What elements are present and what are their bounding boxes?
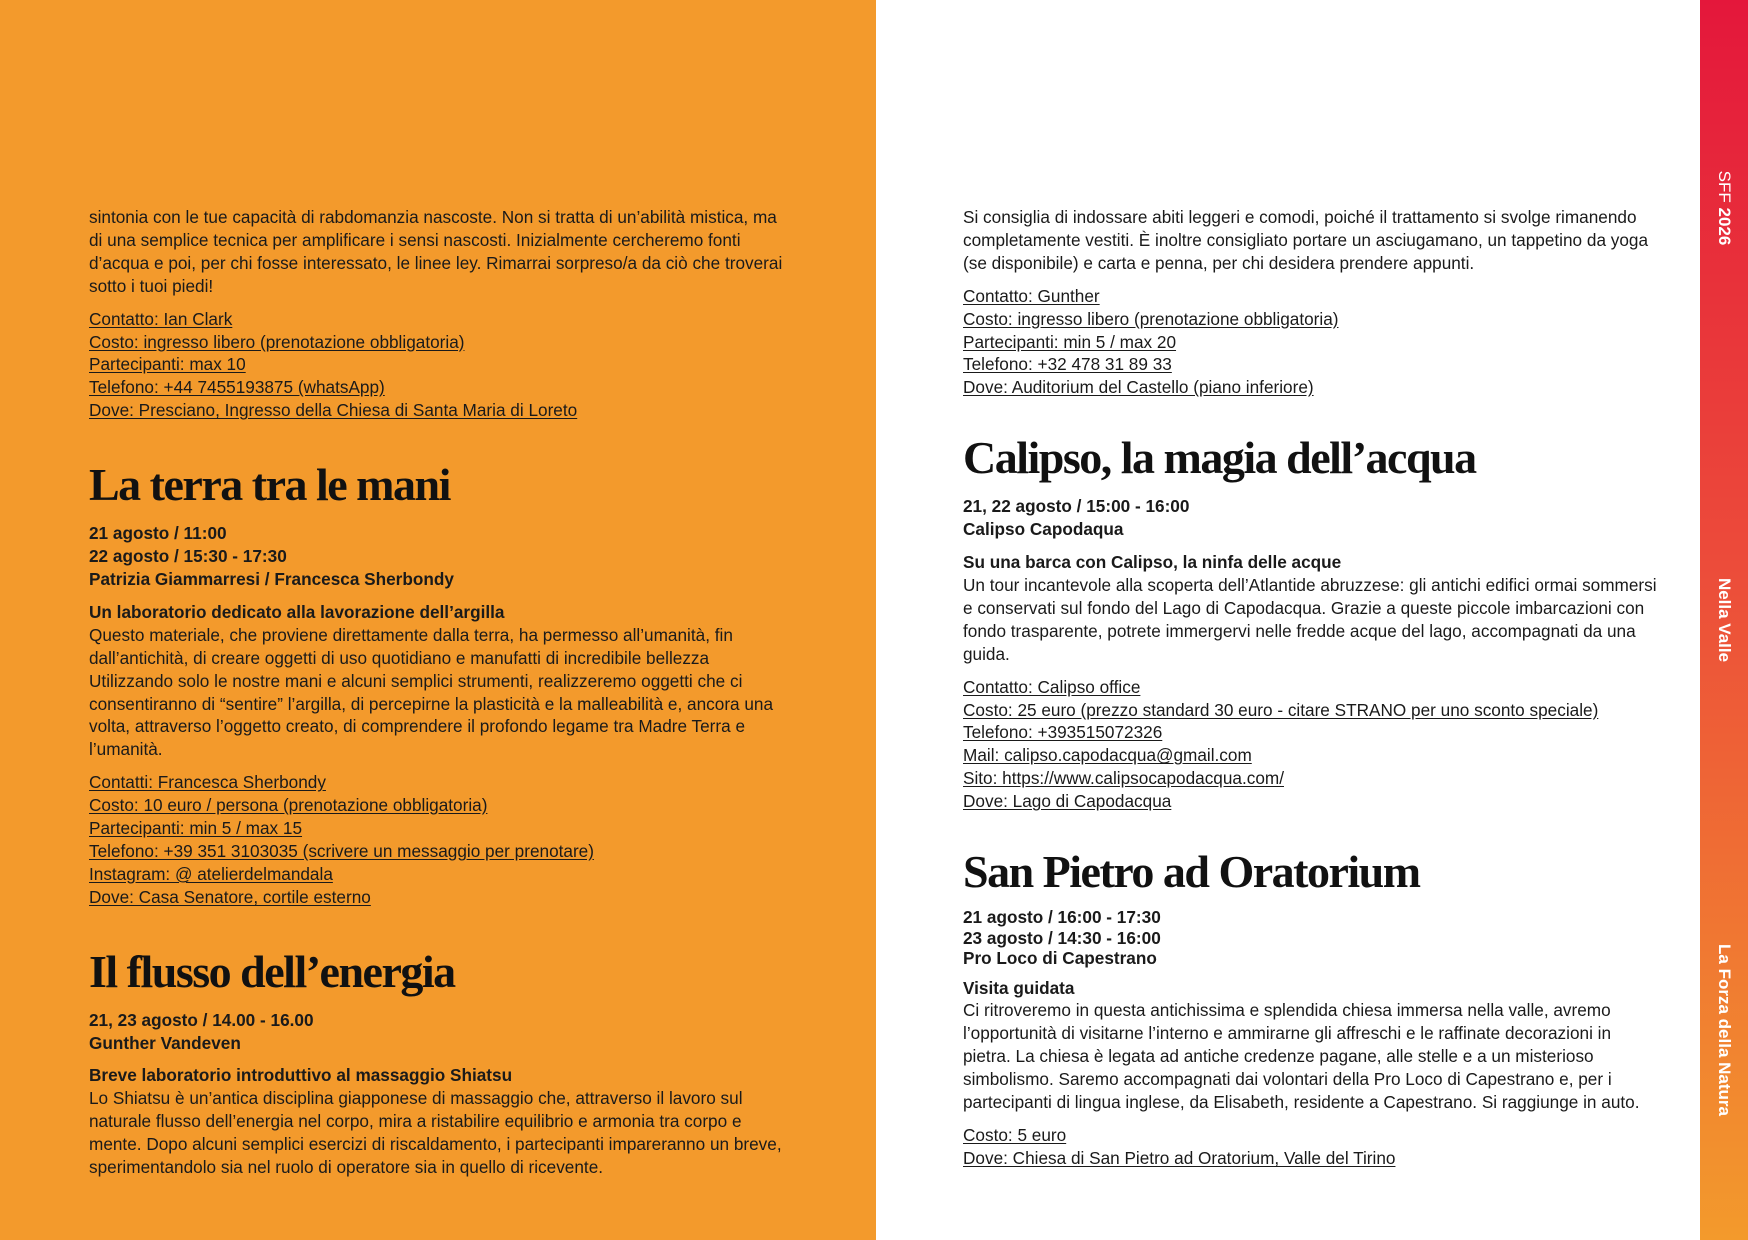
side-label-forza (1714, 944, 1734, 1116)
section-subtitle-terra: Un laboratorio dedicato alla lavorazione dell’argilla (89, 601, 505, 622)
side-label-sff-text: SFF (1715, 170, 1734, 203)
link-contatto[interactable]: Contatto: Calipso office (963, 676, 1141, 697)
meta-host: Pro Loco di Capestrano (963, 948, 1157, 969)
left-column (89, 206, 789, 1179)
link-dove[interactable]: Dove: Auditorium del Castello (piano inferiore) (963, 377, 1314, 398)
link-costo[interactable]: Costo: ingresso libero (prenotazione obbligatoria) (89, 331, 465, 352)
link-mail[interactable]: Mail: calipso.capodacqua@gmail.com (963, 745, 1252, 766)
meta-date-1: 21 agosto / 11:00 (89, 523, 227, 544)
link-telefono[interactable]: Telefono: +393515072326 (963, 722, 1163, 743)
meta-date-2: 22 agosto / 15:30 - 17:30 (89, 546, 287, 567)
link-partecipanti[interactable]: Partecipanti: min 5 / max 20 (963, 331, 1177, 352)
side-label-forza-text: La Forza della Natura (1715, 944, 1734, 1116)
meta-date: 21, 22 agosto / 15:00 - 16:00 (963, 496, 1190, 517)
side-label-year: 2026 (1715, 207, 1734, 246)
link-costo[interactable]: Costo: ingresso libero (prenotazione obbligatoria) (963, 308, 1339, 329)
link-costo[interactable]: Costo: 5 euro (963, 1124, 1067, 1145)
section-links-terra (89, 771, 789, 908)
section-terra (89, 460, 789, 909)
section-links-sanpietro (963, 1124, 1663, 1170)
meta-hosts: Patrizia Giammarresi / Francesca Sherbondy (89, 568, 454, 589)
intro-links-left (89, 308, 789, 423)
link-dove[interactable]: Dove: Lago di Capodacqua (963, 791, 1172, 812)
link-contatto[interactable]: Contatto: Gunther (963, 285, 1100, 306)
intro-links-right (963, 285, 1663, 400)
meta-host: Gunther Vandeven (89, 1032, 241, 1053)
meta-date: 21, 23 agosto / 14.00 - 16.00 (89, 1009, 314, 1030)
section-paragraph-flusso: Lo Shiatsu è un’antica disciplina giapponese di massaggio che, attraverso il lavoro sul naturale flusso dell’energia nel corpo, mira a ristabilire equilibrio e armonia tra corpo e mente. Dopo alcuni semplici esercizi di riscaldamento, i partecipanti impareranno un breve, sperimentandolo sia nel ruolo di operatore sia in quello di ricevente. (89, 1088, 782, 1178)
section-meta-sanpietro (963, 907, 1663, 969)
link-contatto[interactable]: Contatto: Ian Clark (89, 308, 233, 329)
section-meta-flusso (89, 1009, 789, 1055)
section-paragraph-terra: Questo materiale, che proviene direttamente dalla terra, ha permesso all’umanità, fin dall’antichità, di creare oggetti di uso quotidiano e manufatti di incredibile bellezza Utilizzando solo le nostre mani e alcuni semplici strumenti, realizzeremo oggetti che ci consentiranno di “sentire” l’argilla, di percepirne la plasticità e la malleabilità e, ancora una volta, attraverso l’oggetto creato, di comprendere il profondo legame tra Madre Terra e l’umanità. (89, 624, 774, 760)
section-subtitle-flusso: Breve laboratorio introduttivo al massaggio Shiatsu (89, 1065, 513, 1086)
section-subtitle-sanpietro: Visita guidata (963, 977, 1075, 998)
section-calipso (963, 433, 1663, 813)
meta-date-1: 21 agosto / 16:00 - 17:30 (963, 907, 1161, 928)
section-title-sanpietro: San Pietro ad Oratorium (963, 846, 1420, 898)
section-paragraph-calipso: Un tour incantevole alla scoperta dell’Atlantide abruzzese: gli antichi edifici ormai sommersi e conservati sul fondo del Lago di Capodacqua. Grazie a queste piccole imbarcazioni con fondo trasparente, potrete immergervi nelle fredde acque del lago, accompagnati da una guida. (963, 574, 1657, 664)
link-partecipanti[interactable]: Partecipanti: max 10 (89, 354, 246, 375)
link-dove[interactable]: Dove: Presciano, Ingresso della Chiesa di Santa Maria di Loreto (89, 400, 578, 421)
link-telefono[interactable]: Telefono: +32 478 31 89 33 (963, 354, 1172, 375)
link-sito[interactable]: Sito: https://www.calipsocapodacqua.com/ (963, 768, 1284, 789)
section-paragraph-sanpietro: Ci ritroveremo in questa antichissima e splendida chiesa immersa nella valle, avremo l’opportunità di visitarne l’interno e ammirarne gli affreschi e le raffinate decorazioni in pietra. La chiesa è legata ad antiche credenze pagane, alle stelle e a un misterioso simbolismo. Saremo accompagnati dai volontari della Pro Loco di Capestrano e, per i partecipanti di lingua inglese, da Elisabeth, residente a Capestrano. Si raggiunge in auto. (963, 1000, 1640, 1113)
intro-paragraph-right: Si consiglia di indossare abiti leggeri e comodi, poiché il trattamento si svolge rimanendo completamente vestiti. È inoltre consigliato portare un asciugamano, un tappetino da yoga (se disponibile) e carta e penna, per chi desidera prendere appunti. (963, 207, 1649, 273)
section-links-calipso (963, 676, 1663, 813)
link-dove[interactable]: Dove: Chiesa di San Pietro ad Oratorium, Valle del Tirino (963, 1147, 1396, 1168)
side-label-nella-valle-text: Nella Valle (1715, 577, 1734, 663)
meta-host: Calipso Capodaqua (963, 519, 1124, 540)
link-costo[interactable]: Costo: 10 euro / persona (prenotazione obbligatoria) (89, 795, 488, 816)
side-label-sff (1714, 171, 1734, 246)
link-telefono[interactable]: Telefono: +39 351 3103035 (scrivere un messaggio per prenotare) (89, 840, 594, 861)
section-meta-terra (89, 522, 789, 591)
link-contatti[interactable]: Contatti: Francesca Sherbondy (89, 772, 326, 793)
meta-date-2: 23 agosto / 14:30 - 16:00 (963, 927, 1161, 948)
section-title-terra: La terra tra le mani (89, 459, 450, 511)
section-sanpietro (963, 847, 1663, 1170)
link-instagram[interactable]: Instagram: @ atelierdelmandala (89, 863, 333, 884)
right-column (963, 206, 1663, 1170)
link-partecipanti[interactable]: Partecipanti: min 5 / max 15 (89, 818, 303, 839)
section-title-calipso: Calipso, la magia dell’acqua (963, 432, 1476, 484)
side-label-nella-valle (1714, 578, 1734, 662)
intro-paragraph-left: sintonia con le tue capacità di rabdomanzia nascoste. Non si tratta di un’abilità mistica, ma di una semplice tecnica per amplificare i sensi nascosti. Inizialmente cercheremo fonti d’acqua e poi, per chi fosse interessato, le linee ley. Rimarrai sorpreso/a da ciò che troverai sotto i tuoi piedi! (89, 207, 783, 296)
link-telefono[interactable]: Telefono: +44 7455193875 (whatsApp) (89, 377, 385, 398)
section-flusso (89, 947, 789, 1179)
section-title-flusso: Il flusso dell’energia (89, 945, 455, 997)
link-costo[interactable]: Costo: 25 euro (prezzo standard 30 euro - citare STRANO per uno sconto speciale) (963, 699, 1599, 720)
section-subtitle-calipso: Su una barca con Calipso, la ninfa delle acque (963, 552, 1342, 573)
section-meta-calipso (963, 495, 1663, 541)
link-dove[interactable]: Dove: Casa Senatore, cortile esterno (89, 886, 371, 907)
